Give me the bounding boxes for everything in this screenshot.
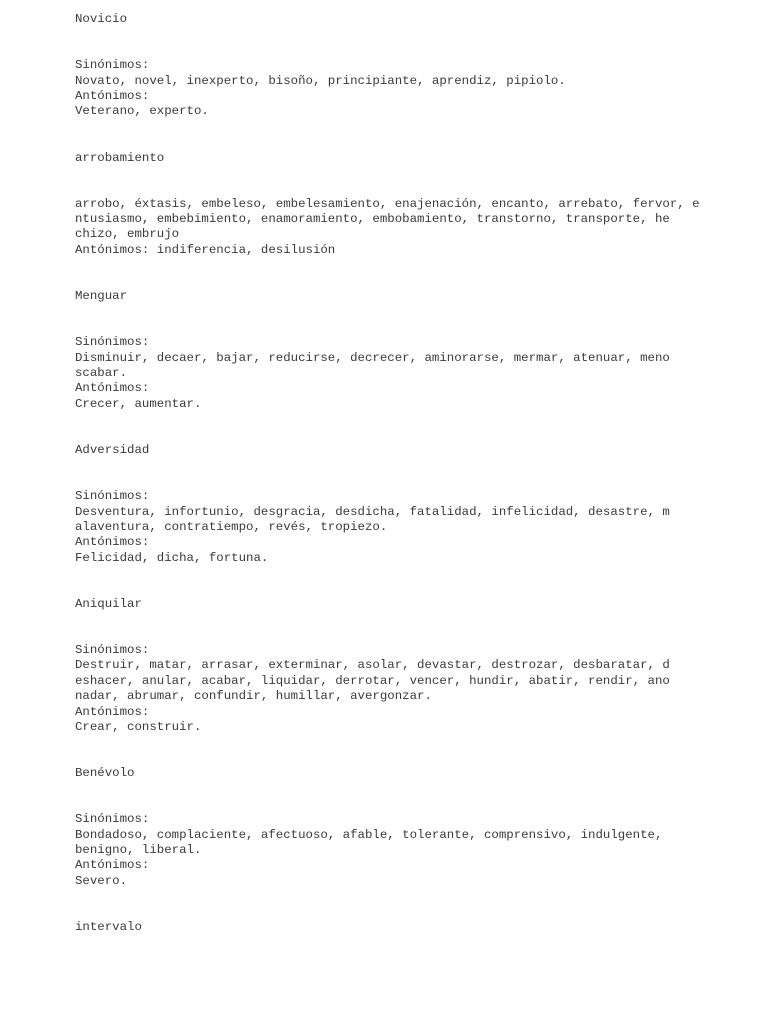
text-line [75,258,735,273]
text-line: benigno, liberal. [75,843,202,858]
text-line [75,889,735,904]
text-line: arrobamiento [75,150,165,165]
text-line: Destruir, matar, arrasar, exterminar, asolar, devastar, destrozar, desbaratar, d [75,658,670,673]
text-line: Crecer, aumentar. [75,396,202,411]
text-line: Crear, construir. [75,719,202,734]
text-line: Antónimos: [75,88,150,103]
text-line [75,181,735,196]
text-line [75,735,735,750]
text-line: Felicidad, dicha, fortuna. [75,550,269,565]
text-line: arrobo, éxtasis, embeleso, embelesamiento, enajenación, encanto, arrebato, fervor, e [75,196,700,211]
text-line [75,782,735,797]
text-line: Veterano, experto. [75,104,209,119]
text-line: Novato, novel, inexperto, bisoño, principiante, aprendiz, pipiolo. [75,73,566,88]
text-line: Antónimos: [75,535,150,550]
text-line: Antónimos: [75,858,150,873]
text-line [75,751,735,766]
text-line: intervalo [75,920,142,935]
text-line: Desventura, infortunio, desgracia, desdicha, fatalidad, infelicidad, desastre, m [75,504,670,519]
text-line: Bondadoso, complaciente, afectuoso, afable, tolerante, comprensivo, indulgente, [75,827,663,842]
text-line: Disminuir, decaer, bajar, reducirse, decrecer, aminorarse, mermar, atenuar, meno [75,350,670,365]
text-line [75,797,735,812]
text-line [75,628,735,643]
text-line: Sinónimos: [75,58,150,73]
text-line [75,166,735,181]
text-line: Menguar [75,289,128,304]
text-line: Antónimos: [75,381,150,396]
text-line [75,428,735,443]
text-line [75,274,735,289]
text-line [75,304,735,319]
text-line [75,474,735,489]
text-line [75,905,735,920]
text-line: scabar. [75,365,128,380]
text-line [75,412,735,427]
text-line: Sinónimos: [75,489,150,504]
text-line: Sinónimos: [75,335,150,350]
text-line: Benévolo [75,766,135,781]
text-line [75,458,735,473]
text-line: Sinónimos: [75,812,150,827]
text-line: eshacer, anular, acabar, liquidar, derrotar, vencer, hundir, abatir, rendir, ano [75,673,670,688]
text-line: chizo, embrujo [75,227,180,242]
text-line [75,566,735,581]
text-line [75,320,735,335]
text-line: Novicio [75,12,128,26]
text-line: Adversidad [75,442,150,457]
text-line: Severo. [75,873,128,888]
text-line: Aniquilar [75,596,142,611]
text-line [75,120,735,135]
text-line [75,581,735,596]
text-line: Antónimos: [75,704,150,719]
text-line [75,612,735,627]
text-line [75,43,735,58]
text-line: alaventura, contratiempo, revés, tropiezo. [75,519,388,534]
text-line: ntusiasmo, embebimiento, enamoramiento, embobamiento, transtorno, transporte, he [75,212,670,227]
text-line [75,27,735,42]
text-line [75,135,735,150]
text-line: nadar, abrumar, confundir, humillar, avergonzar. [75,689,432,704]
text-line: Antónimos: indiferencia, desilusión [75,242,336,257]
text-line: Sinónimos: [75,643,150,658]
document-body [75,12,735,935]
